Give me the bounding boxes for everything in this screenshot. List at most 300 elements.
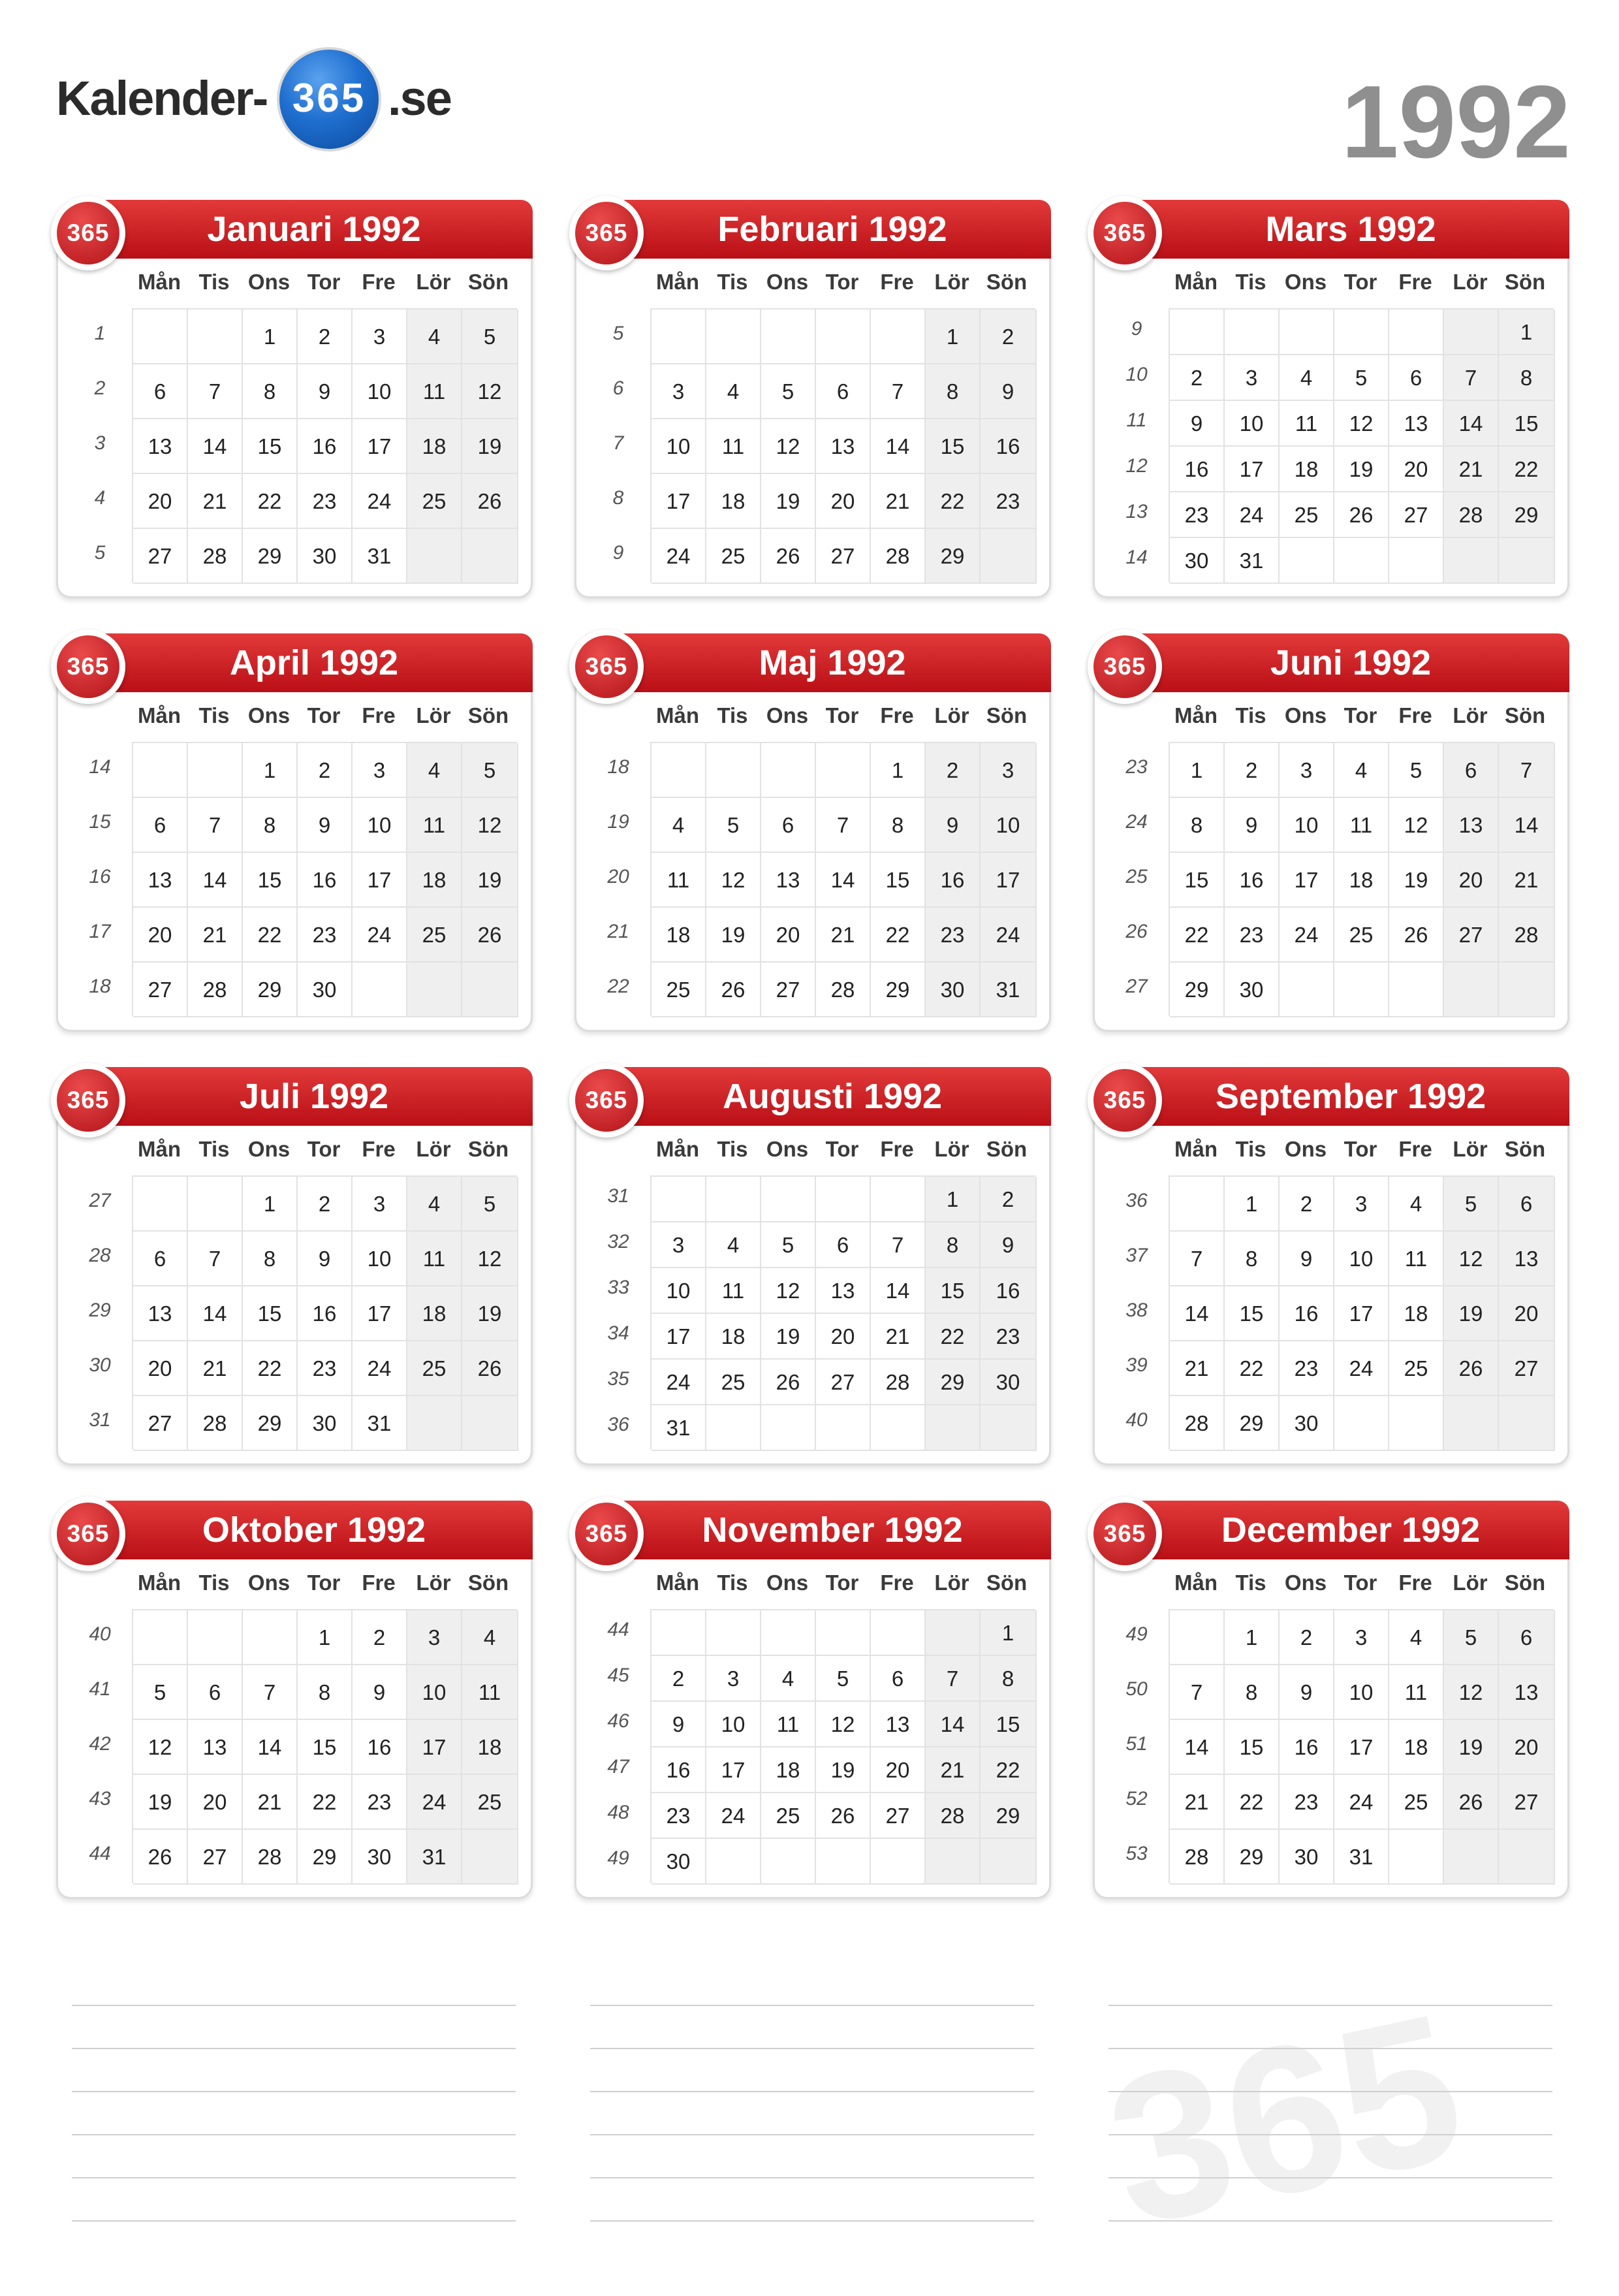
day-cell[interactable]: 31 (652, 1405, 706, 1451)
day-cell[interactable]: 3 (1334, 1610, 1389, 1665)
day-cell[interactable]: 11 (407, 798, 462, 853)
day-cell[interactable]: 1 (243, 743, 298, 798)
day-cell[interactable]: 12 (1334, 401, 1389, 447)
day-cell[interactable]: 17 (353, 853, 407, 908)
day-cell[interactable]: 29 (926, 529, 981, 584)
day-cell[interactable]: 14 (188, 853, 243, 908)
day-cell[interactable]: 22 (981, 1747, 1037, 1793)
day-cell[interactable]: 15 (981, 1702, 1037, 1747)
day-cell[interactable]: 13 (133, 419, 188, 474)
day-cell[interactable]: 7 (1170, 1665, 1225, 1720)
day-cell[interactable]: 4 (1280, 355, 1334, 401)
day-cell[interactable]: 21 (188, 474, 243, 529)
day-cell[interactable]: 22 (871, 908, 926, 963)
day-cell[interactable]: 16 (298, 1286, 353, 1341)
day-cell[interactable]: 29 (243, 529, 298, 584)
day-cell[interactable]: 27 (188, 1830, 243, 1885)
day-cell[interactable]: 2 (1280, 1177, 1334, 1232)
day-cell[interactable]: 15 (1170, 853, 1225, 908)
day-cell[interactable]: 18 (652, 908, 706, 963)
day-cell[interactable]: 15 (1225, 1720, 1280, 1775)
day-cell[interactable]: 10 (652, 1268, 706, 1314)
day-cell[interactable]: 22 (243, 908, 298, 963)
day-cell[interactable]: 21 (188, 908, 243, 963)
day-cell[interactable]: 22 (1225, 1341, 1280, 1396)
day-cell[interactable]: 24 (1280, 908, 1334, 963)
day-cell[interactable]: 27 (871, 1793, 926, 1839)
day-cell[interactable]: 6 (871, 1656, 926, 1702)
day-cell[interactable]: 9 (298, 1232, 353, 1286)
day-cell[interactable]: 4 (407, 310, 462, 364)
day-cell[interactable]: 13 (761, 853, 816, 908)
day-cell[interactable]: 19 (462, 853, 518, 908)
day-cell[interactable]: 5 (462, 310, 518, 364)
day-cell[interactable]: 8 (1499, 355, 1555, 401)
day-cell[interactable]: 27 (133, 963, 188, 1017)
day-cell[interactable]: 30 (353, 1830, 407, 1885)
day-cell[interactable]: 4 (407, 1177, 462, 1232)
day-cell[interactable]: 15 (871, 853, 926, 908)
day-cell[interactable]: 31 (353, 1396, 407, 1451)
day-cell[interactable]: 19 (706, 908, 761, 963)
day-cell[interactable]: 21 (926, 1747, 981, 1793)
day-cell[interactable]: 14 (1170, 1720, 1225, 1775)
day-cell[interactable]: 28 (243, 1830, 298, 1885)
day-cell[interactable]: 7 (243, 1665, 298, 1720)
day-cell[interactable]: 26 (706, 963, 761, 1017)
day-cell[interactable]: 5 (1444, 1177, 1499, 1232)
day-cell[interactable]: 25 (652, 963, 706, 1017)
day-cell[interactable]: 15 (243, 419, 298, 474)
day-cell[interactable]: 15 (243, 1286, 298, 1341)
day-cell[interactable]: 31 (1334, 1830, 1389, 1885)
day-cell[interactable]: 27 (761, 963, 816, 1017)
day-cell[interactable]: 18 (761, 1747, 816, 1793)
day-cell[interactable]: 17 (652, 1314, 706, 1360)
day-cell[interactable]: 21 (816, 908, 871, 963)
day-cell[interactable]: 21 (871, 474, 926, 529)
day-cell[interactable]: 19 (133, 1775, 188, 1830)
day-cell[interactable]: 24 (1334, 1341, 1389, 1396)
day-cell[interactable]: 25 (1334, 908, 1389, 963)
day-cell[interactable]: 26 (462, 474, 518, 529)
day-cell[interactable]: 4 (761, 1656, 816, 1702)
day-cell[interactable]: 3 (652, 1222, 706, 1268)
day-cell[interactable]: 29 (298, 1830, 353, 1885)
day-cell[interactable]: 23 (298, 908, 353, 963)
day-cell[interactable]: 22 (926, 1314, 981, 1360)
day-cell[interactable]: 24 (652, 529, 706, 584)
day-cell[interactable]: 3 (981, 743, 1037, 798)
day-cell[interactable]: 6 (188, 1665, 243, 1720)
day-cell[interactable]: 16 (1280, 1286, 1334, 1341)
day-cell[interactable]: 8 (298, 1665, 353, 1720)
day-cell[interactable]: 3 (353, 1177, 407, 1232)
day-cell[interactable]: 26 (462, 908, 518, 963)
day-cell[interactable]: 14 (188, 1286, 243, 1341)
day-cell[interactable]: 4 (407, 743, 462, 798)
day-cell[interactable]: 28 (1170, 1830, 1225, 1885)
day-cell[interactable]: 29 (243, 963, 298, 1017)
day-cell[interactable]: 1 (298, 1610, 353, 1665)
day-cell[interactable]: 20 (1499, 1286, 1555, 1341)
day-cell[interactable]: 18 (1334, 853, 1389, 908)
day-cell[interactable]: 11 (706, 419, 761, 474)
day-cell[interactable]: 25 (462, 1775, 518, 1830)
day-cell[interactable]: 23 (1280, 1775, 1334, 1830)
day-cell[interactable]: 4 (462, 1610, 518, 1665)
day-cell[interactable]: 2 (926, 743, 981, 798)
day-cell[interactable]: 14 (1170, 1286, 1225, 1341)
day-cell[interactable]: 14 (926, 1702, 981, 1747)
day-cell[interactable]: 2 (1170, 355, 1225, 401)
day-cell[interactable]: 7 (188, 364, 243, 419)
day-cell[interactable]: 20 (133, 1341, 188, 1396)
day-cell[interactable]: 5 (706, 798, 761, 853)
day-cell[interactable]: 25 (706, 529, 761, 584)
day-cell[interactable]: 13 (133, 1286, 188, 1341)
day-cell[interactable]: 22 (1499, 447, 1555, 492)
day-cell[interactable]: 18 (1280, 447, 1334, 492)
day-cell[interactable]: 4 (706, 364, 761, 419)
day-cell[interactable]: 5 (462, 743, 518, 798)
day-cell[interactable]: 12 (761, 1268, 816, 1314)
day-cell[interactable]: 17 (1280, 853, 1334, 908)
day-cell[interactable]: 19 (462, 1286, 518, 1341)
day-cell[interactable]: 28 (188, 963, 243, 1017)
day-cell[interactable]: 14 (1499, 798, 1555, 853)
day-cell[interactable]: 31 (1225, 538, 1280, 584)
day-cell[interactable]: 12 (1389, 798, 1444, 853)
day-cell[interactable]: 20 (871, 1747, 926, 1793)
day-cell[interactable]: 12 (761, 419, 816, 474)
day-cell[interactable]: 16 (1225, 853, 1280, 908)
day-cell[interactable]: 14 (188, 419, 243, 474)
day-cell[interactable]: 6 (1499, 1177, 1555, 1232)
day-cell[interactable]: 13 (871, 1702, 926, 1747)
day-cell[interactable]: 21 (1444, 447, 1499, 492)
day-cell[interactable]: 14 (243, 1720, 298, 1775)
day-cell[interactable]: 1 (926, 310, 981, 364)
day-cell[interactable]: 6 (1444, 743, 1499, 798)
day-cell[interactable]: 30 (981, 1360, 1037, 1405)
day-cell[interactable]: 16 (981, 1268, 1037, 1314)
day-cell[interactable]: 8 (871, 798, 926, 853)
day-cell[interactable]: 6 (1499, 1610, 1555, 1665)
day-cell[interactable]: 28 (816, 963, 871, 1017)
day-cell[interactable]: 10 (353, 1232, 407, 1286)
day-cell[interactable]: 31 (981, 963, 1037, 1017)
day-cell[interactable]: 9 (981, 364, 1037, 419)
day-cell[interactable]: 11 (1389, 1665, 1444, 1720)
day-cell[interactable]: 14 (816, 853, 871, 908)
day-cell[interactable]: 1 (926, 1177, 981, 1222)
day-cell[interactable]: 26 (1334, 492, 1389, 538)
day-cell[interactable]: 16 (926, 853, 981, 908)
day-cell[interactable]: 6 (816, 1222, 871, 1268)
day-cell[interactable]: 8 (926, 1222, 981, 1268)
day-cell[interactable]: 17 (1225, 447, 1280, 492)
day-cell[interactable]: 7 (1444, 355, 1499, 401)
day-cell[interactable]: 10 (706, 1702, 761, 1747)
day-cell[interactable]: 12 (462, 1232, 518, 1286)
day-cell[interactable]: 20 (133, 474, 188, 529)
day-cell[interactable]: 13 (1444, 798, 1499, 853)
day-cell[interactable]: 7 (188, 1232, 243, 1286)
day-cell[interactable]: 10 (1280, 798, 1334, 853)
day-cell[interactable]: 7 (816, 798, 871, 853)
day-cell[interactable]: 30 (298, 963, 353, 1017)
day-cell[interactable]: 28 (1444, 492, 1499, 538)
day-cell[interactable]: 26 (816, 1793, 871, 1839)
day-cell[interactable]: 24 (407, 1775, 462, 1830)
day-cell[interactable]: 10 (981, 798, 1037, 853)
day-cell[interactable]: 8 (243, 798, 298, 853)
day-cell[interactable]: 20 (133, 908, 188, 963)
day-cell[interactable]: 28 (188, 529, 243, 584)
day-cell[interactable]: 28 (1499, 908, 1555, 963)
day-cell[interactable]: 30 (1280, 1396, 1334, 1451)
day-cell[interactable]: 20 (1444, 853, 1499, 908)
day-cell[interactable]: 18 (407, 419, 462, 474)
day-cell[interactable]: 9 (298, 364, 353, 419)
day-cell[interactable]: 23 (353, 1775, 407, 1830)
day-cell[interactable]: 24 (652, 1360, 706, 1405)
day-cell[interactable]: 1 (871, 743, 926, 798)
day-cell[interactable]: 16 (981, 419, 1037, 474)
day-cell[interactable]: 23 (1170, 492, 1225, 538)
day-cell[interactable]: 7 (926, 1656, 981, 1702)
day-cell[interactable]: 27 (133, 529, 188, 584)
day-cell[interactable]: 10 (652, 419, 706, 474)
day-cell[interactable]: 1 (1170, 743, 1225, 798)
day-cell[interactable]: 12 (133, 1720, 188, 1775)
day-cell[interactable]: 25 (706, 1360, 761, 1405)
day-cell[interactable]: 27 (1389, 492, 1444, 538)
day-cell[interactable]: 29 (1499, 492, 1555, 538)
day-cell[interactable]: 3 (1225, 355, 1280, 401)
day-cell[interactable]: 8 (1170, 798, 1225, 853)
day-cell[interactable]: 11 (407, 1232, 462, 1286)
day-cell[interactable]: 11 (652, 853, 706, 908)
day-cell[interactable]: 23 (926, 908, 981, 963)
day-cell[interactable]: 22 (926, 474, 981, 529)
day-cell[interactable]: 20 (816, 474, 871, 529)
day-cell[interactable]: 26 (761, 1360, 816, 1405)
day-cell[interactable]: 5 (761, 364, 816, 419)
day-cell[interactable]: 9 (981, 1222, 1037, 1268)
day-cell[interactable]: 29 (1225, 1396, 1280, 1451)
day-cell[interactable]: 25 (761, 1793, 816, 1839)
day-cell[interactable]: 2 (981, 310, 1037, 364)
day-cell[interactable]: 1 (243, 310, 298, 364)
day-cell[interactable]: 24 (353, 474, 407, 529)
day-cell[interactable]: 30 (652, 1839, 706, 1885)
day-cell[interactable]: 11 (1280, 401, 1334, 447)
day-cell[interactable]: 31 (353, 529, 407, 584)
day-cell[interactable]: 18 (706, 1314, 761, 1360)
day-cell[interactable]: 8 (243, 364, 298, 419)
day-cell[interactable]: 5 (761, 1222, 816, 1268)
day-cell[interactable]: 16 (298, 419, 353, 474)
day-cell[interactable]: 20 (1389, 447, 1444, 492)
day-cell[interactable]: 24 (706, 1793, 761, 1839)
day-cell[interactable]: 14 (1444, 401, 1499, 447)
day-cell[interactable]: 13 (816, 1268, 871, 1314)
day-cell[interactable]: 10 (1334, 1665, 1389, 1720)
day-cell[interactable]: 17 (652, 474, 706, 529)
day-cell[interactable]: 3 (353, 743, 407, 798)
day-cell[interactable]: 17 (353, 419, 407, 474)
day-cell[interactable]: 1 (1225, 1610, 1280, 1665)
day-cell[interactable]: 4 (1389, 1177, 1444, 1232)
day-cell[interactable]: 15 (1225, 1286, 1280, 1341)
day-cell[interactable]: 28 (926, 1793, 981, 1839)
day-cell[interactable]: 8 (243, 1232, 298, 1286)
day-cell[interactable]: 21 (1499, 853, 1555, 908)
day-cell[interactable]: 23 (981, 474, 1037, 529)
day-cell[interactable]: 25 (1389, 1341, 1444, 1396)
day-cell[interactable]: 27 (1499, 1341, 1555, 1396)
day-cell[interactable]: 9 (298, 798, 353, 853)
day-cell[interactable]: 28 (1170, 1396, 1225, 1451)
day-cell[interactable]: 7 (871, 364, 926, 419)
day-cell[interactable]: 17 (706, 1747, 761, 1793)
day-cell[interactable]: 29 (926, 1360, 981, 1405)
day-cell[interactable]: 2 (652, 1656, 706, 1702)
day-cell[interactable]: 13 (188, 1720, 243, 1775)
day-cell[interactable]: 11 (462, 1665, 518, 1720)
day-cell[interactable]: 19 (1444, 1286, 1499, 1341)
day-cell[interactable]: 23 (298, 1341, 353, 1396)
day-cell[interactable]: 22 (1170, 908, 1225, 963)
day-cell[interactable]: 5 (1334, 355, 1389, 401)
day-cell[interactable]: 10 (353, 364, 407, 419)
day-cell[interactable]: 26 (1389, 908, 1444, 963)
day-cell[interactable]: 15 (243, 853, 298, 908)
day-cell[interactable]: 3 (706, 1656, 761, 1702)
day-cell[interactable]: 26 (1444, 1341, 1499, 1396)
day-cell[interactable]: 12 (462, 364, 518, 419)
day-cell[interactable]: 9 (1170, 401, 1225, 447)
day-cell[interactable]: 30 (1280, 1830, 1334, 1885)
day-cell[interactable]: 21 (188, 1341, 243, 1396)
day-cell[interactable]: 27 (133, 1396, 188, 1451)
day-cell[interactable]: 26 (761, 529, 816, 584)
day-cell[interactable]: 9 (1225, 798, 1280, 853)
day-cell[interactable]: 20 (761, 908, 816, 963)
day-cell[interactable]: 22 (243, 474, 298, 529)
day-cell[interactable]: 12 (1444, 1232, 1499, 1286)
day-cell[interactable]: 21 (1170, 1341, 1225, 1396)
day-cell[interactable]: 30 (926, 963, 981, 1017)
day-cell[interactable]: 30 (1170, 538, 1225, 584)
day-cell[interactable]: 17 (1334, 1720, 1389, 1775)
day-cell[interactable]: 6 (133, 798, 188, 853)
day-cell[interactable]: 2 (981, 1177, 1037, 1222)
day-cell[interactable]: 18 (1389, 1720, 1444, 1775)
day-cell[interactable]: 8 (926, 364, 981, 419)
day-cell[interactable]: 10 (1225, 401, 1280, 447)
day-cell[interactable]: 15 (1499, 401, 1555, 447)
day-cell[interactable]: 7 (871, 1222, 926, 1268)
day-cell[interactable]: 26 (1444, 1775, 1499, 1830)
day-cell[interactable]: 29 (871, 963, 926, 1017)
day-cell[interactable]: 16 (353, 1720, 407, 1775)
day-cell[interactable]: 17 (1334, 1286, 1389, 1341)
day-cell[interactable]: 2 (298, 1177, 353, 1232)
day-cell[interactable]: 3 (407, 1610, 462, 1665)
day-cell[interactable]: 6 (133, 364, 188, 419)
day-cell[interactable]: 5 (816, 1656, 871, 1702)
day-cell[interactable]: 23 (652, 1793, 706, 1839)
day-cell[interactable]: 13 (816, 419, 871, 474)
day-cell[interactable]: 16 (1280, 1720, 1334, 1775)
day-cell[interactable]: 9 (1280, 1232, 1334, 1286)
day-cell[interactable]: 24 (353, 908, 407, 963)
day-cell[interactable]: 10 (407, 1665, 462, 1720)
day-cell[interactable]: 28 (871, 529, 926, 584)
day-cell[interactable]: 23 (298, 474, 353, 529)
day-cell[interactable]: 3 (1280, 743, 1334, 798)
day-cell[interactable]: 14 (871, 1268, 926, 1314)
day-cell[interactable]: 4 (1334, 743, 1389, 798)
day-cell[interactable]: 19 (761, 474, 816, 529)
day-cell[interactable]: 20 (1499, 1720, 1555, 1775)
day-cell[interactable]: 23 (1225, 908, 1280, 963)
day-cell[interactable]: 11 (706, 1268, 761, 1314)
day-cell[interactable]: 16 (1170, 447, 1225, 492)
day-cell[interactable]: 12 (462, 798, 518, 853)
day-cell[interactable]: 22 (243, 1341, 298, 1396)
day-cell[interactable]: 15 (926, 1268, 981, 1314)
day-cell[interactable]: 23 (981, 1314, 1037, 1360)
day-cell[interactable]: 22 (1225, 1775, 1280, 1830)
day-cell[interactable]: 30 (298, 529, 353, 584)
day-cell[interactable]: 10 (1334, 1232, 1389, 1286)
day-cell[interactable]: 20 (188, 1775, 243, 1830)
day-cell[interactable]: 5 (133, 1665, 188, 1720)
day-cell[interactable]: 30 (1225, 963, 1280, 1017)
day-cell[interactable]: 7 (1170, 1232, 1225, 1286)
day-cell[interactable]: 27 (1499, 1775, 1555, 1830)
day-cell[interactable]: 16 (298, 853, 353, 908)
day-cell[interactable]: 4 (706, 1222, 761, 1268)
day-cell[interactable]: 16 (652, 1747, 706, 1793)
day-cell[interactable]: 11 (761, 1702, 816, 1747)
day-cell[interactable]: 12 (1444, 1665, 1499, 1720)
day-cell[interactable]: 19 (1389, 853, 1444, 908)
day-cell[interactable]: 25 (407, 908, 462, 963)
day-cell[interactable]: 24 (353, 1341, 407, 1396)
day-cell[interactable]: 13 (1499, 1232, 1555, 1286)
day-cell[interactable]: 6 (133, 1232, 188, 1286)
day-cell[interactable]: 8 (981, 1656, 1037, 1702)
day-cell[interactable]: 17 (981, 853, 1037, 908)
day-cell[interactable]: 10 (353, 798, 407, 853)
day-cell[interactable]: 19 (1444, 1720, 1499, 1775)
day-cell[interactable]: 17 (407, 1720, 462, 1775)
day-cell[interactable]: 1 (243, 1177, 298, 1232)
day-cell[interactable]: 19 (761, 1314, 816, 1360)
day-cell[interactable]: 9 (926, 798, 981, 853)
day-cell[interactable]: 17 (353, 1286, 407, 1341)
day-cell[interactable]: 13 (1389, 401, 1444, 447)
day-cell[interactable]: 5 (1389, 743, 1444, 798)
day-cell[interactable]: 23 (1280, 1341, 1334, 1396)
day-cell[interactable]: 19 (1334, 447, 1389, 492)
day-cell[interactable]: 5 (462, 1177, 518, 1232)
